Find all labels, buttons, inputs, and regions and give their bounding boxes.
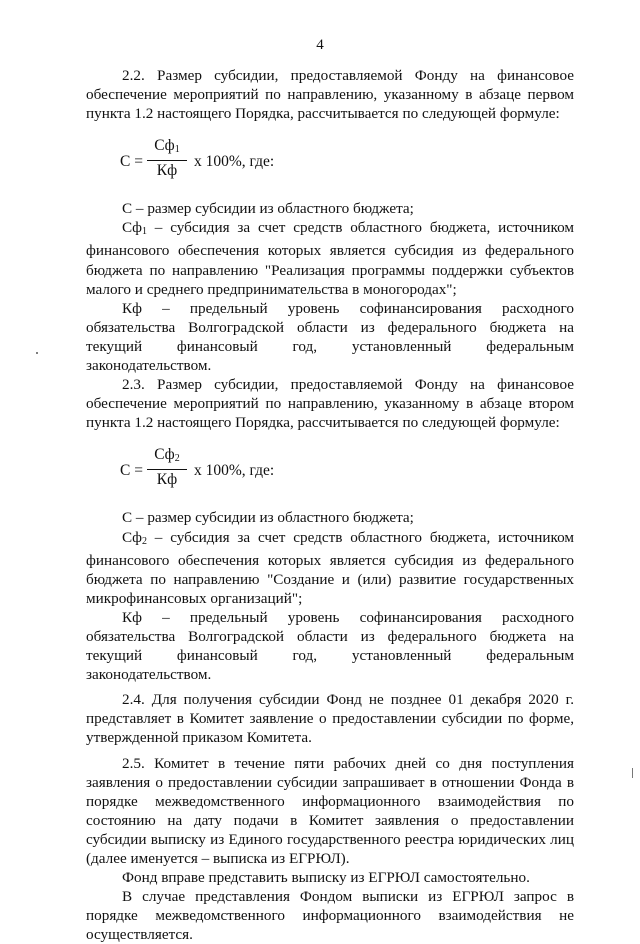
formula-2-rhs: х 100%, где: xyxy=(194,462,275,480)
formula-1 xyxy=(86,123,574,199)
formula-1-numerator: $Сф_1$ xyxy=(154,137,180,156)
formula-2-denominator: Кф xyxy=(156,471,178,489)
formula-1-rhs: х 100%, где: xyxy=(194,153,275,171)
definition-cf1: $Сф_1$ – субсидия за счет средств областного бюджета, источником финансового обеспечения которых является субсидия из федерального бюджета по направлению "Реализация программы поддержки субъектов малого и среднего предпринимательства в моногородах"; xyxy=(86,219,574,298)
paragraph-self-submit: Фонд вправе представить выписку из ЕГРЮЛ самостоятельно. xyxy=(122,869,530,887)
definition-c-1: С – размер субсидии из областного бюджета; xyxy=(122,200,414,218)
formula-2-numerator: $Сф_2$ xyxy=(154,446,180,465)
paragraph-2-4: 2.4. Для получения субсидии Фонд не позднее 01 декабря 2020 г. представляет в Комитет заявление о предоставлении субсидии по форме, утвержденной приказом Комитета. xyxy=(86,691,574,747)
formula-1-fraction xyxy=(147,137,187,180)
definition-c-2: С – размер субсидии из областного бюджета; xyxy=(122,509,414,527)
definition-kf-1: Кф – предельный уровень софинансирования расходного обязательства Волгоградской области из федерального бюджета на текущий финансовый год, установленный федеральным законодательством. xyxy=(86,299,574,375)
formula-2-fraction xyxy=(147,446,187,489)
formula-1-lhs: С = xyxy=(120,153,143,171)
definition-cf2: $Сф_2$ – субсидия за счет средств областного бюджета, источником финансового обеспечения которых является субсидия из федерального бюджета по направлению "Создание и (или) развитие государственных микрофинансовых организаций"; xyxy=(86,528,574,607)
fraction-bar xyxy=(147,160,187,161)
formula-2-lhs: С = xyxy=(120,462,143,480)
paragraph-request-case: В случае представления Фондом выписки из ЕГРЮЛ запрос в порядке межведомственного информационного взаимодействия не осуществляется. xyxy=(86,888,574,944)
document-body xyxy=(86,66,574,944)
definition-kf-2: Кф – предельный уровень софинансирования расходного обязательства Волгоградской области из федерального бюджета на текущий финансовый год, установленный федеральным законодательством. xyxy=(86,608,574,684)
scan-mark xyxy=(632,768,633,778)
paragraph-2-3: 2.3. Размер субсидии, предоставляемой Фонду на финансовое обеспечение мероприятий по направлению, указанному в абзаце втором пункта 1.2 настоящего Порядка, рассчитывается по следующей формуле: xyxy=(86,376,574,432)
formula-1-denominator: Кф xyxy=(156,162,178,180)
paragraph-2-5: 2.5. Комитет в течение пяти рабочих дней со дня поступления заявления о предоставлении субсидии запрашивает в отношении Фонда в порядке межведомственного информационного взаимодействия по состоянию на дату подачи в Комитет заявления о предоставлении субсидии выписку из Единого государственного реестра юридических лиц (далее именуется – выписка из ЕГРЮЛ). xyxy=(86,754,574,867)
formula-2 xyxy=(86,432,574,508)
page-number: 4 xyxy=(316,37,324,53)
scan-speck xyxy=(36,352,38,354)
fraction-bar xyxy=(147,469,187,470)
paragraph-2-2: 2.2. Размер субсидии, предоставляемой Фонду на финансовое обеспечение мероприятий по направлению, указанному в абзаце первом пункта 1.2 настоящего Порядка, рассчитывается по следующей формуле: xyxy=(86,67,574,123)
